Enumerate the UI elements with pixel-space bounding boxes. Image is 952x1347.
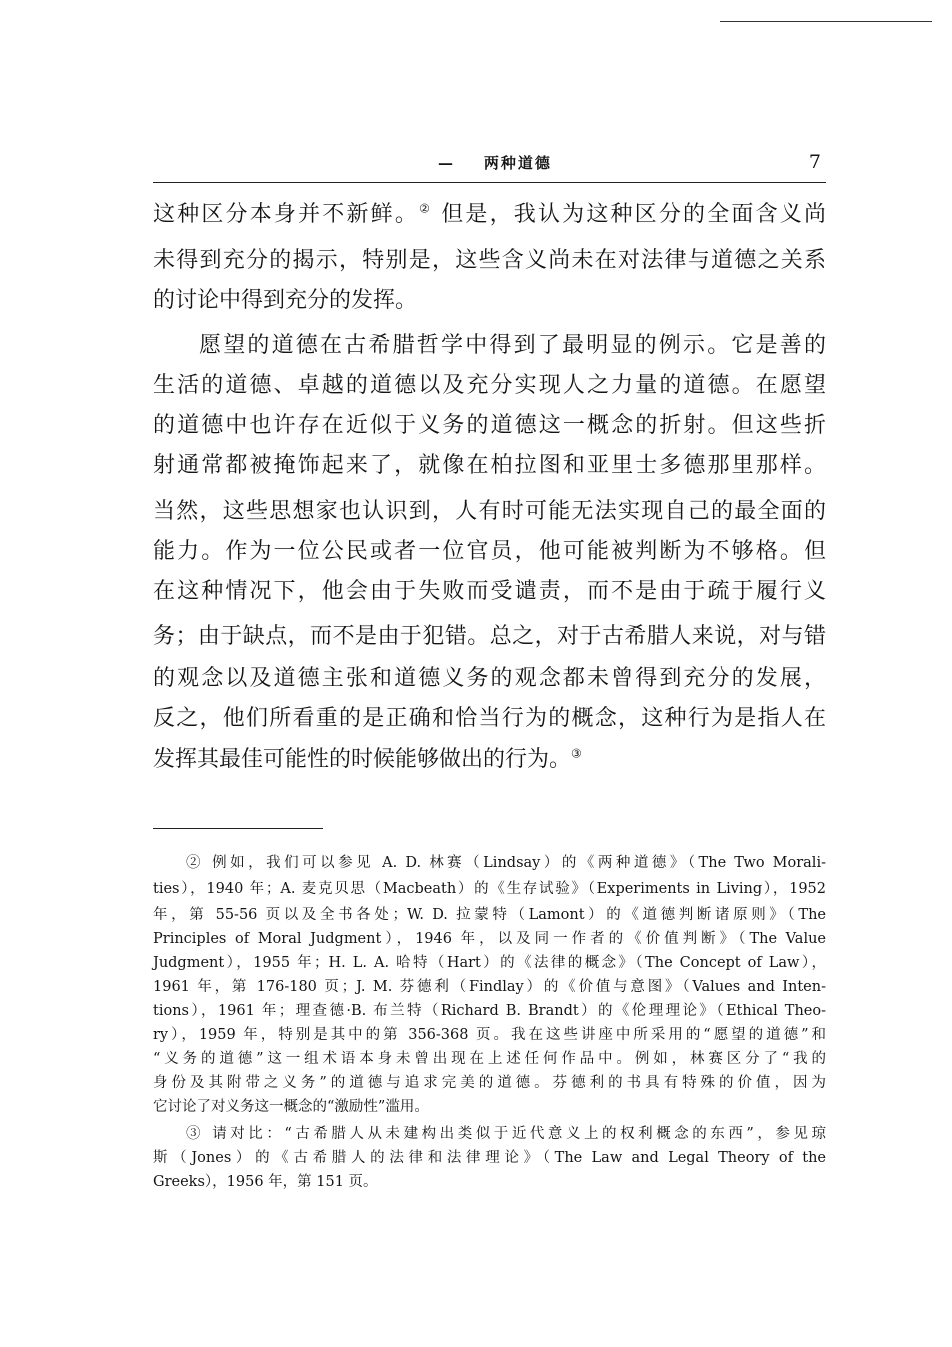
footnote-line: 身份及其附带之义务”的道德与追求完美的道德。芬德利的书具有特殊的价值，因为 (153, 1075, 826, 1091)
body-line: 发挥其最佳可能性的时候能够做出的行为。③ (153, 746, 582, 772)
footnote-line: Principles of Moral Judgment），1946 年，以及同一作者的《价值判断》（The Value (153, 931, 826, 947)
page-number: 7 (808, 151, 821, 173)
footnote-ref-3: ③ (571, 746, 582, 761)
header-rule (153, 182, 826, 183)
footnote-line: ② 例如，我们可以参见 A. D. 林赛（Lindsay）的《两种道德》（The Two Morali- (186, 855, 826, 871)
body-line: 能力。作为一位公民或者一位官员，他可能被判断为不够格。但 (153, 539, 826, 564)
body-line: 当然，这些思想家也认识到，人有时可能无法实现自己的最全面的 (153, 499, 826, 524)
footnote-line: 年，第 55-56 页以及全书各处；W. D. 拉蒙特（Lamont）的《道德判断诸原则》（The (153, 907, 826, 923)
footnote-line: Greeks），1956 年，第 151 页。 (153, 1174, 378, 1190)
body-line: 未得到充分的揭示，特别是，这些含义尚未在对法律与道德之关系 (153, 248, 826, 273)
footnote-ref-2: ② (419, 201, 433, 216)
body-line: 的讨论中得到充分的发挥。 (153, 288, 418, 313)
body-line: 的观念以及道德主张和道德义务的观念都未曾得到充分的发展， (153, 666, 826, 691)
body-line: 的道德中也许存在近似于义务的道德这一概念的折射。但这些折 (153, 413, 826, 438)
body-line: 在这种情况下，他会由于失败而受谴责，而不是由于疏于履行义 (153, 579, 826, 604)
body-line: 务；由于缺点，而不是由于犯错。总之，对于古希腊人来说，对与错 (153, 624, 826, 649)
footnote-line: “义务的道德”这一组术语本身未曾出现在上述任何作品中。例如，林赛区分了“我的 (153, 1051, 826, 1067)
footnote-line: ry），1959 年，特别是其中的第 356-368 页。我在这些讲座中所采用的“愿望的道德”和 (153, 1027, 826, 1043)
footnote-line: 它讨论了对义务这一概念的“激励性”滥用。 (153, 1099, 429, 1115)
footnote-line: Judgment），1955 年；H. L. A. 哈特（Hart）的《法律的概念》（The Concept of Law）， (153, 955, 826, 971)
body-line: 生活的道德、卓越的道德以及充分实现人之力量的道德。在愿望 (153, 373, 826, 398)
footnote-line: 1961 年，第 176-180 页；J. M. 芬德利（Findlay）的《价值与意图》（Values and Inten- (153, 979, 826, 995)
footnote-rule (153, 828, 323, 829)
body-line: 这种区分本身并不新鲜。② 但是，我认为这种区分的全面含义尚 (153, 201, 826, 227)
body-line: 愿望的道德在古希腊哲学中得到了最明显的例示。它是善的 (199, 333, 826, 358)
running-head (153, 152, 825, 182)
top-corner-rule (720, 21, 932, 22)
body-line: 射通常都被掩饰起来了，就像在柏拉图和亚里士多德那里那样。 (153, 453, 826, 478)
footnote-line: tions），1961 年；理查德·B. 布兰特（Richard B. Brandt）的《伦理理论》（Ethical Theo- (153, 1003, 826, 1019)
footnote-line: ③ 请对比：“古希腊人从未建构出类似于近代意义上的权利概念的东西”，参见琼 (186, 1126, 826, 1142)
footnote-line: 斯（Jones）的《古希腊人的法律和法律理论》（The Law and Legal Theory of the (153, 1150, 826, 1166)
footnote-line: ties），1940 年；A. 麦克贝思（Macbeath）的《生存试验》（Experiments in Living），1952 (153, 881, 826, 897)
body-line: 反之，他们所看重的是正确和恰当行为的概念，这种行为是指人在 (153, 706, 826, 731)
running-head-title: — 两种道德 (438, 154, 552, 172)
